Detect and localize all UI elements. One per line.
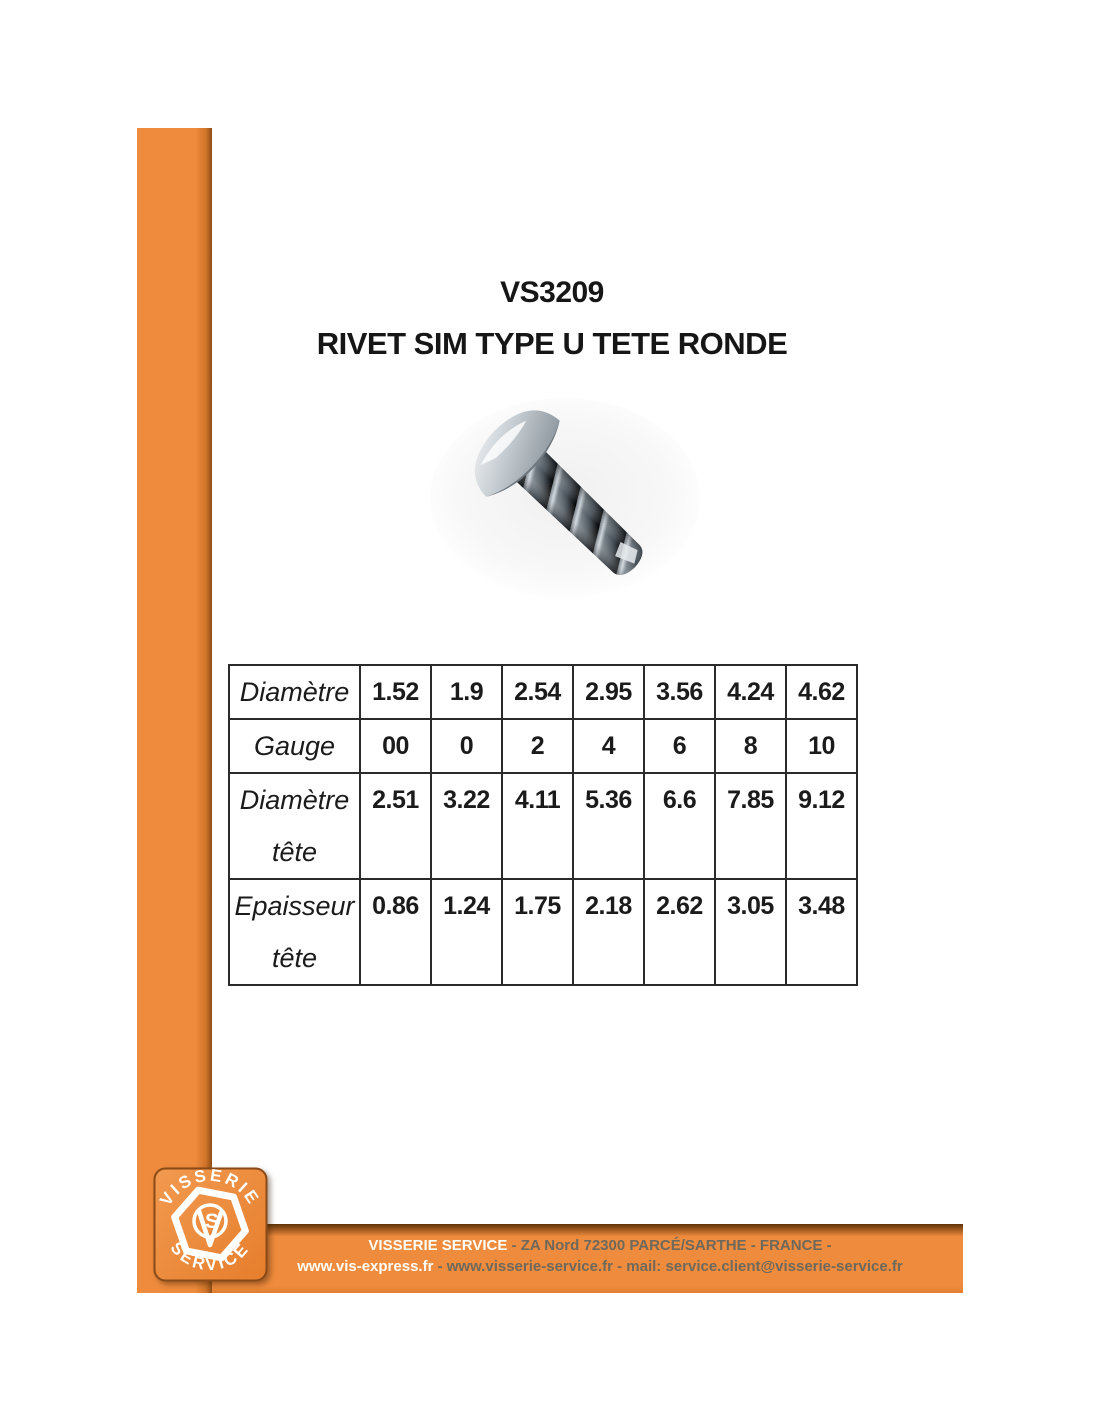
table-row (229, 665, 857, 719)
page-subtitle: RIVET SIM TYPE U TETE RONDE (316, 326, 788, 361)
row-label: Diamètre (229, 665, 360, 719)
footer-brand: VISSERIE SERVICE (368, 1237, 508, 1254)
table-cell: 4.11 (502, 773, 573, 879)
table-row (229, 879, 857, 985)
row-label: Epaisseur tête (229, 879, 360, 985)
table-cell: 00 (360, 719, 431, 773)
footer-site-link: www.vis-express.fr (297, 1258, 434, 1275)
table-cell: 7.85 (715, 773, 786, 879)
logo-monogram-s: S (204, 1210, 220, 1233)
table-cell: 6.6 (644, 773, 715, 879)
table-cell: 4.24 (715, 665, 786, 719)
table-cell: 2.62 (644, 879, 715, 985)
logo-arc-bottom-text: SERVICE (166, 1238, 254, 1275)
footer-contact-info (240, 1235, 960, 1277)
footer-line2 (240, 1256, 960, 1277)
table-cell: 2 (502, 719, 573, 773)
table-row (229, 719, 857, 773)
row-label: Gauge (229, 719, 360, 773)
footer-links: - www.visserie-service.fr - mail: service.client@visserie-service.fr (433, 1258, 903, 1275)
table-row (229, 773, 857, 879)
table-cell: 10 (786, 719, 857, 773)
logo-arc-top-text: VISSERIE (156, 1166, 264, 1210)
product-photo-rivet-icon (425, 390, 705, 608)
table-cell: 8 (715, 719, 786, 773)
table-cell: 3.22 (431, 773, 502, 879)
table-cell: 5.36 (573, 773, 644, 879)
table-cell: 6 (644, 719, 715, 773)
table-cell: 4 (573, 719, 644, 773)
table-cell: 4.62 (786, 665, 857, 719)
footer-line1 (240, 1235, 960, 1256)
table-cell: 2.54 (502, 665, 573, 719)
table-cell: 3.56 (644, 665, 715, 719)
table-cell: 1.52 (360, 665, 431, 719)
table-cell: 9.12 (786, 773, 857, 879)
table-cell: 0 (431, 719, 502, 773)
table-cell: 1.75 (502, 879, 573, 985)
row-label: Diamètre tête (229, 773, 360, 879)
table-cell: 2.95 (573, 665, 644, 719)
visserie-service-logo (152, 1166, 269, 1283)
table-cell: 2.51 (360, 773, 431, 879)
table-cell: 1.9 (431, 665, 502, 719)
table-cell: 1.24 (431, 879, 502, 985)
table-cell: 3.05 (715, 879, 786, 985)
table-cell: 2.18 (573, 879, 644, 985)
table-cell: 0.86 (360, 879, 431, 985)
table-cell: 3.48 (786, 879, 857, 985)
page-title: VS3209 (500, 276, 604, 309)
dimensions-table (228, 664, 858, 986)
footer-address: - ZA Nord 72300 PARCÉ/SARTHE - FRANCE - (507, 1237, 832, 1254)
